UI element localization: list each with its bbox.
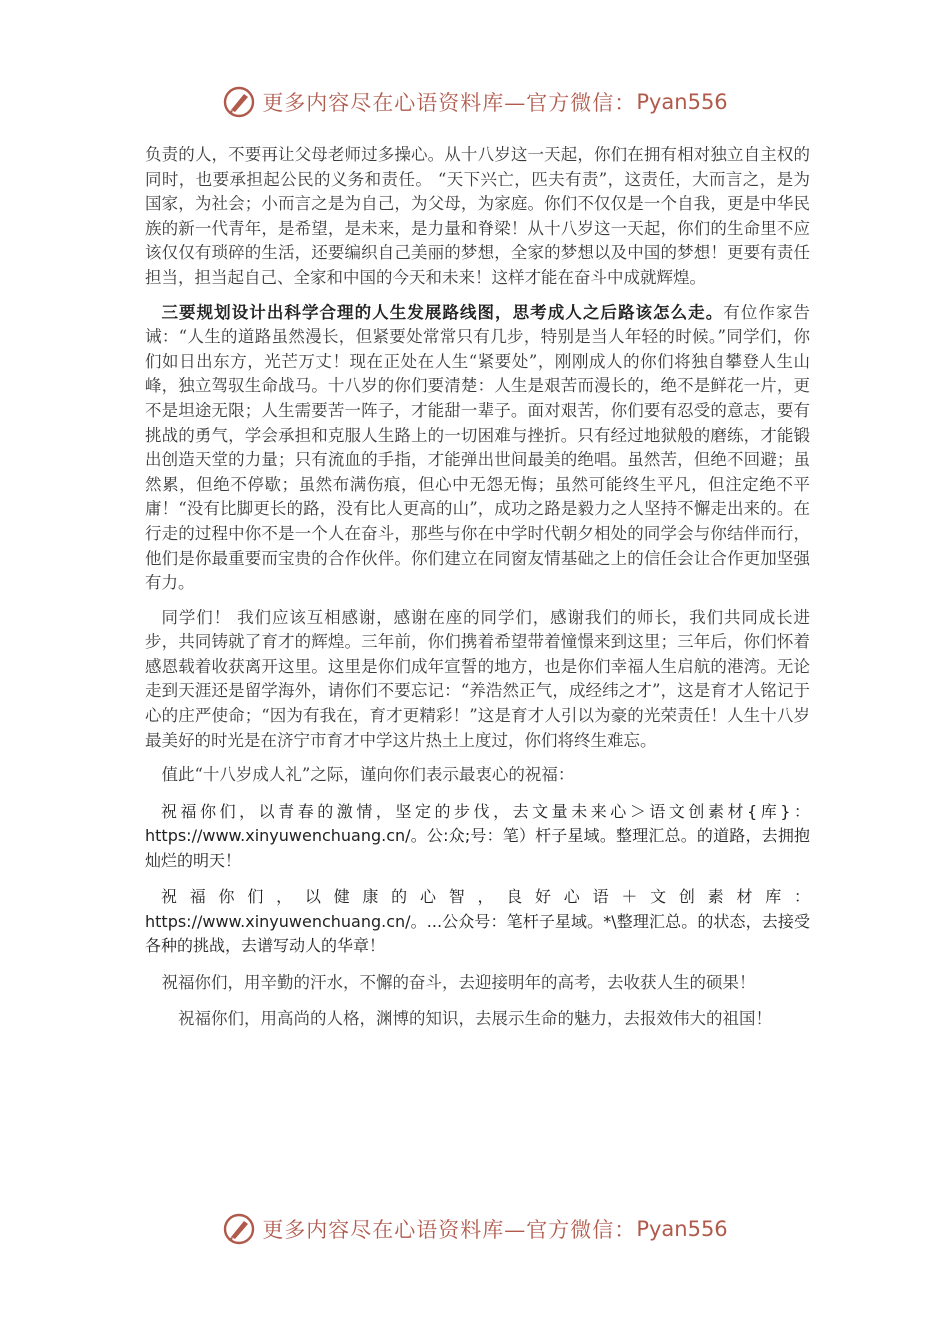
- blessing-3: 祝福你们，用辛勤的汗水，不懈的奋斗，去迎接明年的高考，去收获人生的硕果！: [161, 972, 756, 992]
- paragraph-gratitude: 同学们！ 我们应该互相感谢，感谢在座的同学们，感谢我们的师长，我们共同成长进步，共同铸就了育才的辉煌。三年前，你们携着希望带着憧憬来到这里；三年后，你们怀着感恩载着收获离开这里。这里是你们成年宣誓的地方，也是你们幸福人生启航的港湾。无论走到天涯还是留学海外，请你们不要忘记：“养浩然正气，成经纬之才”，这是育才人铭记于心的庄严使命；“因为有我在，育才更精彩！”这是育才人引以为豪的光荣责任！人生十八岁最美好的时光是在济宁市育才中学这片热土上度过，你们将终生难忘。: [145, 607, 810, 750]
- pen-logo-icon: [222, 1212, 256, 1246]
- header-wechat-id: Pyan556: [636, 90, 728, 114]
- header-banner: [0, 82, 950, 122]
- paragraph-life-plan: [145, 301, 810, 596]
- header-text: 更多内容尽在心语资料库—官方微信：: [262, 91, 637, 115]
- blessing-1: 祝福你们，以青春的激情，坚定的步伐，去文量未来心＞语文创素材{库}：https://www.xinyuwenchuang.cn/。公:众;号：笔）杆子星域。整理汇总。的道路，去拥抱灿烂的明天！: [145, 801, 810, 870]
- footer-text: 更多内容尽在心语资料库—官方微信：: [262, 1218, 637, 1242]
- paragraph-life-plan-text: 有位作家告诫：“人生的道路虽然漫长，但紧要处常常只有几步，特别是当人年轻的时候。”同学们，你们如日出东方，光芒万丈！现在正处在人生“紧要处”，刚刚成人的你们将独自攀登人生山峰，独立驾驭生命战马。十八岁的你们要清楚：人生是艰苦而漫长的，绝不是鲜花一片，更不是坦途无限；人生需要苦一阵子，才能甜一辈子。面对艰苦，你们要有忍受的意志，要有挑战的勇气，学会承担和克服人生路上的一切困难与挫折。只有经过地狱般的磨练，才能锻出创造天堂的力量；只有流血的手指，才能弹出世间最美的绝唱。虽然苦，但绝不回避；虽然累，但绝不停歇；虽然布满伤痕，但心中无怨无悔；虽然可能终生平凡，但注定绝不平庸！“没有比脚更长的路，没有比人更高的山”，成功之路是毅力之人坚持不懈走出来的。在行走的过程中你不是一个人在奋斗，那些与你在中学时代朝夕相处的同学会与你结伴而行，他们是你最重要而宝贵的合作伙伴。你们建立在同窗友情基础之上的信任会让合作更加坚强有力。: [145, 302, 811, 593]
- pen-logo-icon: [222, 85, 256, 119]
- paragraph-life-plan-heading: 三要规划设计出科学合理的人生发展路线图，思考成人之后路该怎么走。: [161, 302, 724, 322]
- footer-wechat-id: Pyan556: [636, 1217, 728, 1241]
- footer-banner: [0, 1209, 950, 1249]
- blessing-2: 祝福你们，以健康的心智，良好心语＋文创素材库：https://www.xinyuwenchuang.cn/。...公众号：笔杆子星域。*\整理汇总。的状态，去接受各种的挑战，去谱写动人的华章！: [145, 887, 810, 956]
- blessing-4: 祝福你们，用高尚的人格，渊博的知识，去展示生命的魅力，去报效伟大的祖国！: [178, 1009, 772, 1029]
- paragraph-responsibility: 负责的人，不要再让父母老师过多操心。从十八岁这一天起，你们在拥有相对独立自主权的同时，也要承担起公民的义务和责任。 “天下兴亡，匹夫有责”，这责任，大而言之，是为国家，为社会；小而言之是为自己，为父母，为家庭。你们不仅仅是一个自我，更是中华民族的新一代青年，是希望，是未来，是力量和脊梁！从十八岁这一天起，你们的生命里不应该仅仅有琐碎的生活，还要编织自己美丽的梦想，全家的梦想以及中国的梦想！更要有责任担当，担当起自己、全家和中国的今天和未来！这样才能在奋斗中成就辉煌。: [145, 145, 810, 287]
- document-body: [145, 143, 810, 1038]
- paragraph-blessing-intro: 值此“十八岁成人礼”之际，谨向你们表示最衷心的祝福：: [161, 765, 575, 785]
